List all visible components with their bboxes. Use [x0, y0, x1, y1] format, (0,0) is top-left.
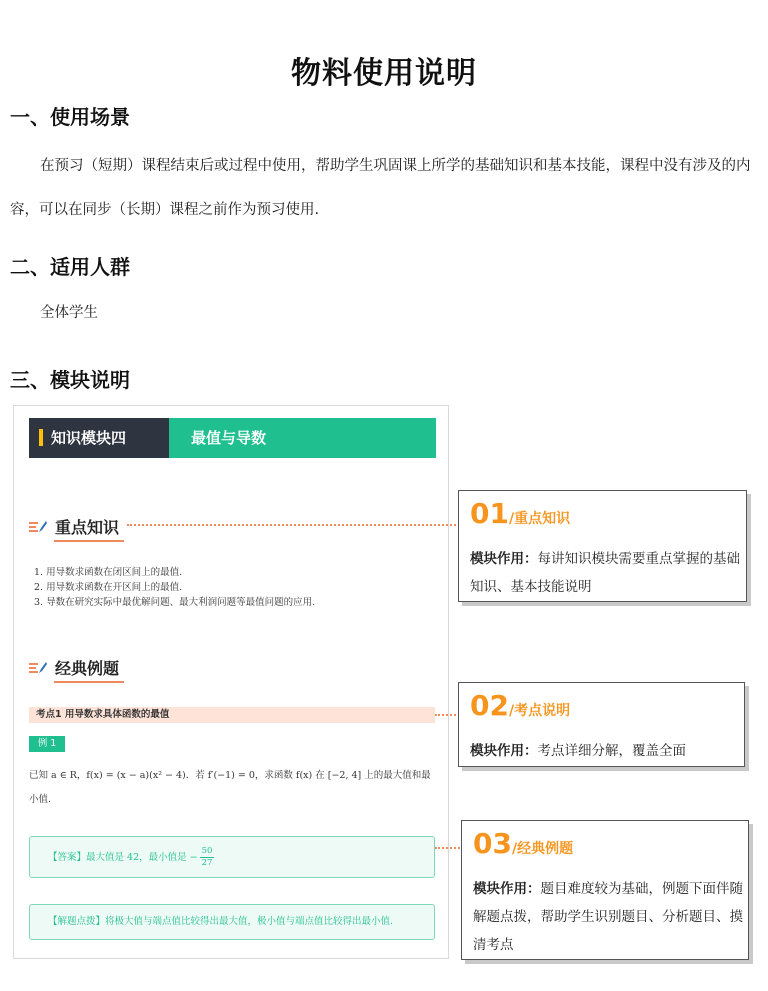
callout-description: [473, 875, 745, 959]
module-number-tab: [29, 418, 169, 458]
callout-text: 考点详细分解，覆盖全面: [537, 743, 686, 759]
fraction-numerator: 50: [201, 846, 213, 856]
callout-heading: [470, 689, 570, 722]
key-point-item: 1. 用导数求函数在闭区间上的最值.: [34, 567, 183, 578]
callout-description: [470, 545, 740, 601]
fraction-denominator: 27: [201, 858, 213, 868]
callout-text: 每讲知识模块需要重点掌握的基础知识、基本技能说明: [470, 551, 740, 595]
callout-examples: [461, 820, 749, 960]
callout-label: 模块作用：: [473, 881, 541, 897]
usage-text: 在预习（短期）课程结束后或过程中使用，帮助学生巩固课上所学的基础知识和基本技能，课程中没有涉及的内容，可以在同步（长期）课程之前作为预习使用.: [10, 158, 751, 218]
example-question: 已知 a ∈ R，f(x) = (x − a)(x² − 4)．若 f′(−1) = 0，求函数 f(x) 在 [−2, 4] 上的最大值和最小值.: [29, 770, 431, 805]
callout-text: 题目难度较为基础，例题下面伴随解题点拨，帮助学生识别题目、分析题目、摸清考点: [473, 881, 743, 953]
callout-number: 02: [470, 689, 509, 722]
examples-heading-label: 经典例题: [55, 659, 120, 678]
callout-number: 01: [470, 497, 509, 530]
connector-01: [127, 524, 460, 526]
examples-heading: [29, 656, 119, 679]
module-topic-tab: 最值与导数: [169, 418, 436, 458]
section-heading-usage: 一、使用场景: [10, 105, 130, 129]
examples-underline: [54, 681, 124, 683]
pencil-note-icon: [29, 661, 47, 675]
audience-text: 全体学生: [40, 305, 98, 321]
answer-text: 【答案】最大值是 42，最小值是 −: [48, 852, 198, 863]
answer-box: [29, 836, 435, 878]
callout-description: [470, 737, 740, 765]
callout-label: 模块作用：: [470, 551, 538, 567]
key-points-heading: [29, 515, 119, 538]
callout-number: 03: [473, 827, 512, 860]
callout-title: /经典例题: [511, 841, 574, 857]
callout-heading: [470, 497, 570, 530]
exam-point-bar: 考点1 用导数求具体函数的最值: [29, 707, 435, 723]
callout-title: /重点知识: [508, 511, 571, 527]
key-point-item: 3. 导数在研究实际中最优解问题、最大利润问题等最值问题的应用.: [34, 597, 316, 608]
callout-heading: [473, 827, 573, 860]
connector-03: [435, 847, 460, 849]
key-point-item: 2. 用导数求函数在开区间上的最值.: [34, 582, 183, 593]
pencil-note-icon: [29, 520, 47, 534]
key-points-heading-label: 重点知识: [55, 518, 120, 537]
callout-title: /考点说明: [508, 703, 571, 719]
callout-exam-points: [458, 682, 745, 767]
usage-paragraph: [10, 144, 758, 232]
callout-key-points: [458, 490, 747, 602]
key-points-underline: [54, 540, 124, 542]
connector-02: [435, 714, 460, 716]
solution-hint-box: 【解题点拨】将极大值与端点值比较得出最大值，极小值与端点值比较得出最小值.: [29, 904, 435, 940]
key-points-list: [34, 565, 315, 610]
module-preview-card: [13, 405, 449, 959]
section-heading-modules: 三、模块说明: [10, 368, 130, 392]
callout-label: 模块作用：: [470, 743, 538, 759]
yellow-bar-icon: [39, 429, 43, 446]
section-heading-audience: 二、适用人群: [10, 255, 130, 279]
answer-fraction: [200, 846, 215, 869]
example-label: 例 1: [29, 736, 65, 752]
page-title: 物料使用说明: [291, 56, 477, 91]
module-number-label: 知识模块四: [51, 429, 127, 447]
module-banner: [29, 418, 436, 458]
